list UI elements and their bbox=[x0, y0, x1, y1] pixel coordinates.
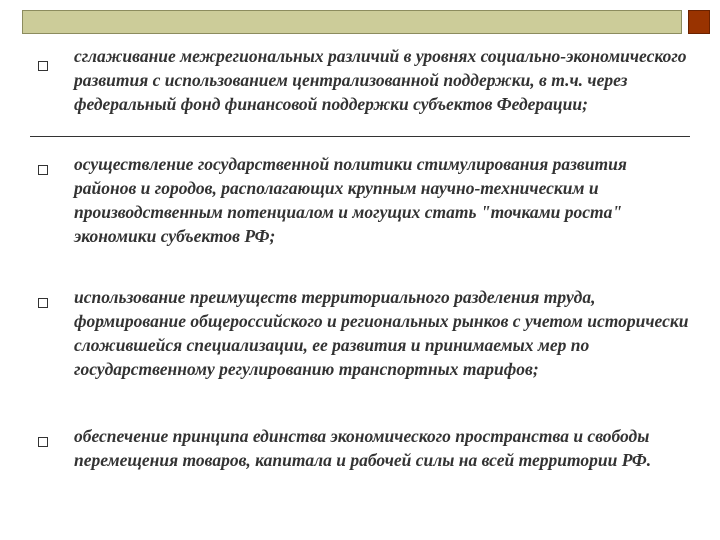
bullet-item-1-text: сглаживание межрегиональных различий в уровнях социально-экономического развития с использованием централизованной поддержки, в т.ч. через федеральный фонд финансовой поддержки субъектов Федерации; bbox=[74, 46, 687, 114]
hollow-square-bullet-icon bbox=[38, 165, 48, 175]
horizontal-divider-line bbox=[30, 136, 690, 137]
bullet-item-3-text: использование преимуществ территориального разделения труда, формирование общероссийского и региональных рынков с учетом исторически сложившейся специализации, ее развития и принимаемых мер по государственному регулированию транспортных тарифов; bbox=[74, 287, 689, 379]
bullet-item-2-text: осуществление государственной политики стимулирования развития районов и городов, располагающих крупным научно-техническим и производственным потенциалом и могущих стать "точками роста" экономики субъектов РФ; bbox=[74, 154, 627, 246]
hollow-square-bullet-icon bbox=[38, 61, 48, 71]
bullet-item-4-text: обеспечение принципа единства экономического пространства и свободы перемещения товаров, капитала и рабочей силы на всей территории РФ. bbox=[74, 426, 652, 470]
corner-accent-square bbox=[688, 10, 710, 34]
hollow-square-bullet-icon bbox=[38, 298, 48, 308]
header-bar bbox=[22, 10, 682, 34]
hollow-square-bullet-icon bbox=[38, 437, 48, 447]
